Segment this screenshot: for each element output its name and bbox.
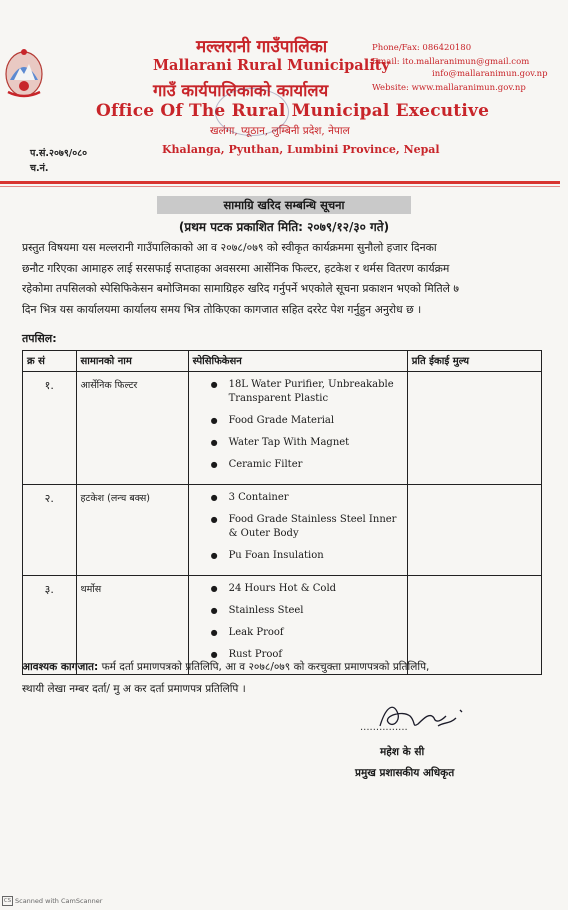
- header-divider: [0, 181, 560, 184]
- required-documents: [22, 656, 542, 700]
- required-documents-label: आवश्यक कागजात:: [22, 661, 99, 673]
- table-row: [23, 372, 542, 485]
- row-unit-price: [407, 372, 541, 485]
- table-header-row: [23, 351, 542, 372]
- row-sn: ३.: [23, 576, 77, 675]
- signatory-title: प्रमुख प्रशासकीय अधिकृत: [355, 767, 455, 779]
- row-item-name: आर्सेनिक फिल्टर: [76, 372, 188, 485]
- reference-number: प.सं.२०७९/०८०: [30, 148, 88, 159]
- contact-email-secondary: info@mallaranimun.gov.np: [432, 69, 548, 79]
- column-header-item-name: सामानको नाम: [76, 351, 188, 372]
- dispatch-number: च.नं.: [30, 163, 49, 174]
- specification-table: [22, 350, 542, 675]
- spec-item: ● Ceramic Filter: [229, 458, 407, 472]
- spec-item: ● 3 Container: [229, 491, 407, 505]
- notice-body-line: दिन भित्र यस कार्यालयमा कार्यालय समय भित्र तोकिएका कागजात सहित दररेट पेश गर्नुहुन अनुरोध छ ।: [22, 302, 422, 316]
- column-header-sn: क्र सं: [23, 351, 77, 372]
- header-divider-thin: [0, 186, 560, 187]
- contact-website: Website: www.mallaranimun.gov.np: [372, 83, 526, 93]
- row-specs: [188, 485, 407, 576]
- municipality-name-english: Mallarani Rural Municipality: [153, 57, 390, 74]
- spec-item: ● Rust Proof: [229, 648, 407, 662]
- required-documents-line: स्थायी लेखा नम्बर दर्ता/ मु अ कर दर्ता प्रमाणपत्र प्रतिलिपि ।: [22, 683, 246, 695]
- municipality-name-nepali: मल्लरानी गाउँपालिका: [196, 37, 328, 57]
- row-unit-price: [407, 485, 541, 576]
- camscanner-icon: CS: [3, 898, 12, 904]
- notice-body-line: प्रस्तुत विषयमा यस मल्लरानी गाउँपालिकाको आ व २०७८/०७९ को स्वीकृत कार्यक्रममा सुनौलो हजार दिनका: [22, 241, 437, 254]
- address-english: Khalanga, Pyuthan, Lumbini Province, Nepal: [162, 143, 440, 156]
- notice-title-box: [157, 196, 411, 214]
- office-seal-stamp: [215, 88, 289, 136]
- contact-email: Email: ito.mallaranimun@gmail.com: [372, 57, 530, 67]
- notice-title: सामाग्रि खरिद सम्बन्धि सूचना: [223, 197, 345, 212]
- spec-item: ● 24 Hours Hot & Cold: [229, 582, 407, 596]
- signature-line: ...............: [360, 722, 408, 733]
- spec-item: ● Water Tap With Magnet: [229, 436, 407, 450]
- spec-item: ● Stainless Steel: [229, 604, 407, 618]
- spec-item: ● 18L Water Purifier, Unbreakable Transparent Plastic: [229, 378, 407, 406]
- office-name-nepali: गाउँ कार्यपालिकाको कार्यालय: [153, 81, 329, 100]
- address-nepali: खलंगा, प्यूठान, लुम्बिनी प्रदेश, नेपाल: [210, 125, 350, 137]
- spec-item: ● Pu Foan Insulation: [229, 549, 407, 563]
- notice-body: [22, 238, 542, 320]
- notice-body-line: रहेकोमा तपसिलको स्पेसिफिकेसन बमोजिमका सामाग्रिहरु खरिद गर्नुपर्ने भएकोले सूचना प्रकाशन भएको मितिले ७: [22, 282, 460, 295]
- office-name-english: Office Of The Rural Municipal Executive: [96, 101, 490, 121]
- details-label: तपसिल:: [22, 332, 57, 345]
- row-item-name: हटकेश (लन्च बक्स): [76, 485, 188, 576]
- nepal-emblem-icon: [4, 44, 44, 100]
- row-sn: २.: [23, 485, 77, 576]
- table-row: [23, 485, 542, 576]
- contact-phone: Phone/Fax: 086420180: [372, 43, 472, 53]
- spec-item: ● Food Grade Stainless Steel Inner & Outer Body: [229, 513, 407, 541]
- signatory-name: महेश के सी: [380, 746, 425, 758]
- scanner-watermark-text: Scanned with CamScanner: [15, 897, 103, 905]
- row-item-name: थर्मोस: [76, 576, 188, 675]
- row-specs: [188, 372, 407, 485]
- column-header-specification: स्पेसिफिकेसन: [188, 351, 407, 372]
- notice-subtitle: (प्रथम पटक प्रकाशित मिति: २०७९/१२/३० गते): [178, 220, 390, 234]
- column-header-unit-price: प्रति ईकाई मुल्य: [407, 351, 541, 372]
- spec-item: ● Leak Proof: [229, 626, 407, 640]
- spec-item: ● Food Grade Material: [229, 414, 407, 428]
- notice-body-line: छनौट गरिएका आमाहरु लाई सरसफाई सप्ताहका अवसरमा आर्सेनिक फिल्टर, हटकेश र थर्मस वितरण कार्यक्रम: [22, 261, 450, 275]
- row-sn: १.: [23, 372, 77, 485]
- scanner-watermark: [2, 896, 102, 906]
- required-documents-line: फर्म दर्ता प्रमाणपत्रको प्रतिलिपि, आ व २०७८/०७९ को करचुक्ता प्रमाणपत्रको प्रतिलिपि,: [101, 661, 430, 673]
